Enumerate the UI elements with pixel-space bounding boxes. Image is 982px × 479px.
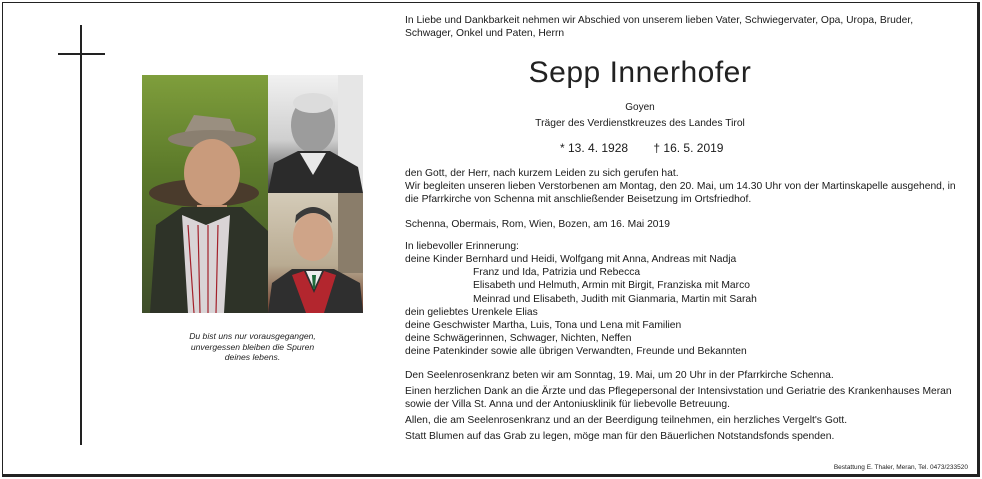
death-date: † 16. 5. 2019: [653, 141, 724, 155]
memory-heading: In liebevoller Erinnerung:: [405, 240, 519, 252]
thanks-text: Einen herzlichen Dank an die Ärzte und das Pflegepersonal der Intensivstation und Geriatrie des Krankenhauses Meran sowie der Villa St. Anna und der Antoniusklinik für liebevolle Betreuung.: [405, 385, 952, 411]
intro-text: In Liebe und Dankbarkeit nehmen wir Abschied von unserem lieben Vater, Schwiegervater, Opa, Uropa, Bruder, Schwager, Onkel und Paten, Herrn: [405, 15, 914, 40]
cross-icon: [80, 25, 82, 445]
thanks-text-2: Allen, die am Seelenrosenkranz und an der Beerdigung teilnehmen, ein herzliches Vergelt's Gott.: [405, 415, 848, 427]
rosary-info: Den Seelenrosenkranz beten wir am Sonntag, 19. Mai, um 20 Uhr in der Pfarrkirche Schenna.: [405, 369, 834, 381]
called-line: den Gott, der Herr, nach kurzem Leiden zu sich gerufen hat.: [405, 168, 679, 179]
mourner-line: deine Patenkinder sowie alle übrigen Verwandten, Freunde und Bekannten: [405, 346, 747, 358]
quote-line: unvergessen bleiben die Spuren: [190, 341, 315, 352]
quote-line: deines lebens.: [224, 352, 281, 362]
mourner-line: deine Geschwister Martha, Luis, Tona und Lena mit Familien: [405, 320, 682, 332]
photo-elderly-portrait: [268, 75, 363, 193]
funeral-info: Wir begleiten unseren lieben Verstorbenen am Montag, den 20. Mai, um 14.30 Uhr von der Martinskapelle ausgehend, in die Pfarrkirche von Schenna mit anschließender Beisetzung im Ortsfriedhof.: [405, 181, 956, 206]
mourner-line: Elisabeth und Helmuth, Armin mit Birgit, Franziska mit Marco: [473, 280, 750, 292]
life-dates: [560, 141, 745, 155]
nickname: Goyen: [625, 102, 655, 113]
funeral-home: Bestattung E. Thaler, Meran, Tel. 0473/233520: [833, 464, 968, 471]
body-text: [405, 167, 963, 444]
cross-icon-bar: [58, 53, 105, 55]
mourner-line: deine Kinder Bernhard und Heidi, Wolfgang mit Anna, Andreas mit Nadja: [405, 254, 737, 266]
award-line: Träger des Verdienstkreuzes des Landes Tirol: [535, 118, 745, 129]
deceased-name: Sepp Innerhofer: [528, 56, 752, 89]
mourner-line: deine Schwägerinnen, Schwager, Nichten, Neffen: [405, 333, 632, 345]
memorial-quote: [142, 331, 363, 363]
donation-text: Statt Blumen auf das Grab zu legen, möge man für den Bäuerlichen Notstandsfonds spenden.: [405, 431, 835, 443]
place-date: Schenna, Obermais, Rom, Wien, Bozen, am 16. Mai 2019: [405, 218, 670, 230]
birth-date: * 13. 4. 1928: [560, 141, 629, 155]
photo-traditional-dress: [268, 193, 363, 313]
mourner-line: dein geliebtes Urenkele Elias: [405, 306, 538, 318]
mourner-line: Meinrad und Elisabeth, Judith mit Gianmaria, Martin mit Sarah: [473, 293, 757, 305]
photo-portrait-hat: [142, 75, 268, 313]
quote-line: Du bist uns nur vorausgegangen,: [189, 331, 316, 341]
mourner-line: Franz und Ida, Patrizia und Rebecca: [473, 267, 641, 279]
